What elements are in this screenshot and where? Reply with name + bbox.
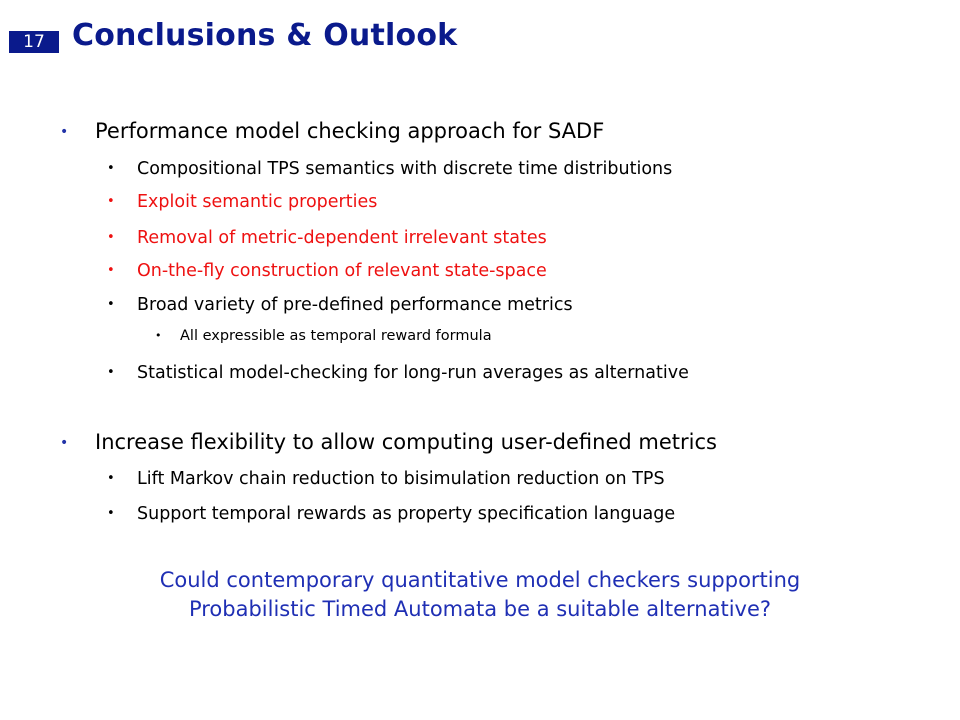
- bullet-item: [155, 328, 492, 344]
- bullet-dot-icon: •: [107, 230, 115, 245]
- bullet-dot-icon: •: [107, 297, 115, 312]
- bullet-text: Exploit semantic properties: [137, 192, 378, 212]
- bullet-text: Support temporal rewards as property specification language: [137, 504, 676, 524]
- bullet-dot-icon: •: [107, 471, 115, 486]
- bullet-item: [107, 363, 689, 383]
- bullet-text: All expressible as temporal reward formula: [180, 328, 492, 344]
- bullet-dot-icon: •: [107, 365, 115, 380]
- bullet-text: Lift Markov chain reduction to bisimulation reduction on TPS: [137, 469, 665, 489]
- closing-question: [0, 566, 960, 624]
- closing-question-line-1: Could contemporary quantitative model checkers supporting: [159, 568, 801, 592]
- slide-number-badge: 17: [9, 31, 59, 53]
- bullet-item: [107, 192, 378, 212]
- bullet-text: Broad variety of pre-defined performance metrics: [137, 295, 573, 315]
- bullet-item: [60, 430, 717, 454]
- bullet-dot-icon: •: [155, 329, 162, 342]
- bullet-item: [107, 504, 676, 524]
- bullet-item: [107, 261, 547, 281]
- bullet-item: [107, 159, 673, 179]
- bullet-item: [107, 228, 547, 248]
- closing-question-line-2: Probabilistic Timed Automata be a suitable alternative?: [188, 597, 772, 621]
- bullet-dot-icon: •: [107, 161, 115, 176]
- bullet-dot-icon: •: [107, 506, 115, 521]
- bullet-item: [107, 295, 573, 315]
- bullet-dot-icon: •: [60, 124, 69, 140]
- bullet-dot-icon: •: [107, 263, 115, 278]
- bullet-text: Statistical model-checking for long-run averages as alternative: [137, 363, 689, 383]
- slide-title: Conclusions & Outlook: [72, 18, 458, 53]
- bullet-dot-icon: •: [60, 435, 69, 451]
- bullet-dot-icon: •: [107, 194, 115, 209]
- bullet-item: [107, 469, 665, 489]
- bullet-text: On-the-fly construction of relevant state-space: [137, 261, 547, 281]
- bullet-item: [60, 119, 605, 143]
- bullet-text: Increase flexibility to allow computing user-defined metrics: [95, 430, 717, 454]
- bullet-text: Performance model checking approach for SADF: [95, 119, 605, 143]
- bullet-text: Compositional TPS semantics with discrete time distributions: [137, 159, 673, 179]
- bullet-text: Removal of metric-dependent irrelevant states: [137, 228, 547, 248]
